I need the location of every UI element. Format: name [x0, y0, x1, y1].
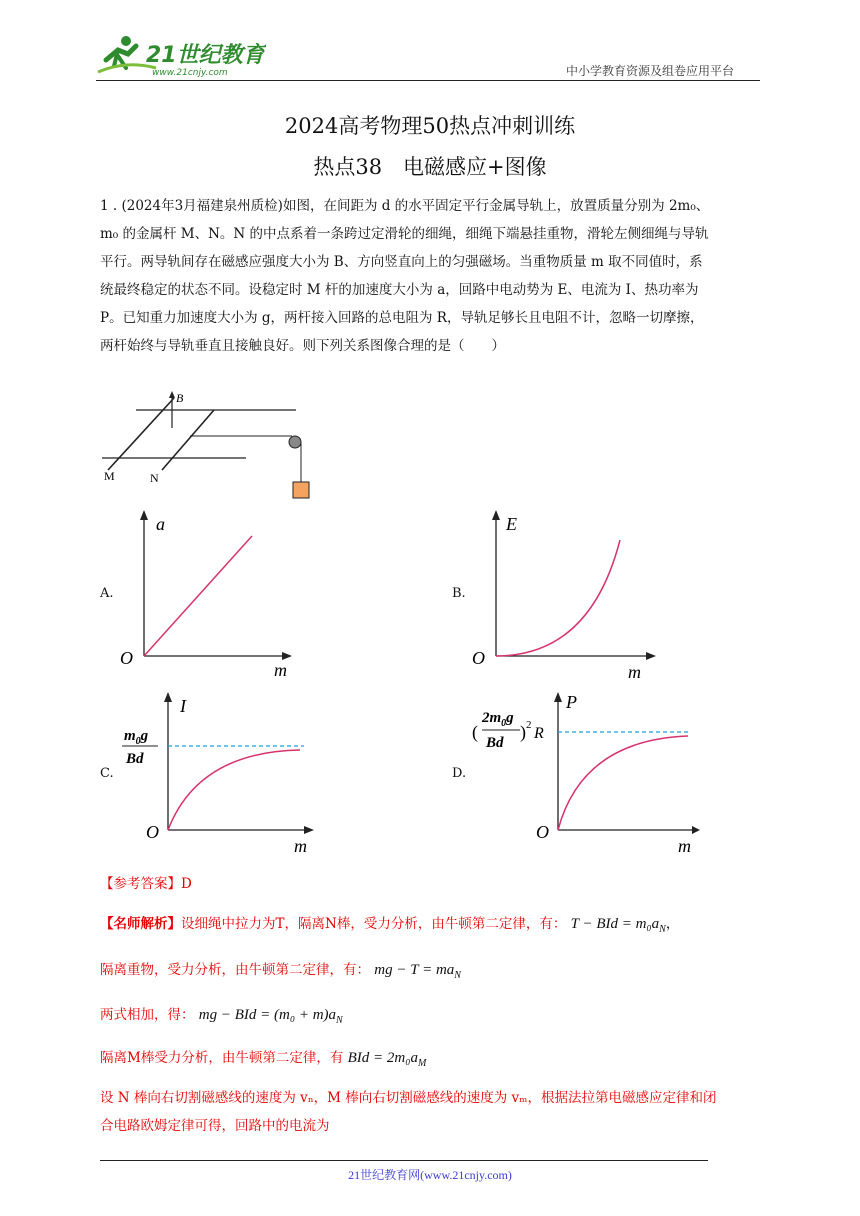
analysis-text: 隔离重物，受力分析，由牛顿第二定律，有： [100, 962, 370, 978]
logo-url: www.21cnjy.com [152, 68, 228, 78]
answer-line: 【参考答案】D [100, 876, 192, 892]
graph-C-x-label: m [294, 836, 307, 856]
graph-C-curve [168, 750, 300, 830]
graph-A-x-label: m [274, 660, 287, 680]
analysis-label: 【名师解析】 [100, 916, 181, 932]
rod-M [108, 398, 174, 470]
option-C-label: C. [100, 766, 114, 781]
equation-4: BId = $2m_0a_M$ [347, 1050, 427, 1069]
site-logo [96, 32, 266, 78]
graph-D [470, 688, 700, 860]
svg-text:Bd: Bd [126, 751, 144, 767]
analysis-line-2 [100, 958, 461, 981]
header-platform-text: 中小学教育资源及组卷应用平台 [566, 64, 735, 78]
label-B: B [176, 391, 184, 405]
svg-text:): ) [520, 722, 526, 742]
question-line: m₀ 的金属杆 M、N。N 的中点系着一条跨过定滑轮的细绳，细绳下端悬挂重物，滑轮左侧细绳与导轨 [100, 226, 709, 242]
graph-B [470, 506, 660, 684]
graph-C-origin: O [146, 822, 159, 842]
question-line: 1 . (2024年3月福建泉州质检)如图，在间距为 d 的水平固定平行金属导轨上，放置质量分别为 2m₀、 [100, 198, 710, 214]
option-A-label: A. [100, 586, 114, 601]
svg-text:2: 2 [526, 719, 532, 731]
equation-1: T − BId = $m_0a_N$ [570, 916, 666, 935]
svg-text:2m0g: $2m_0g$ [482, 710, 514, 729]
question-line: 统最终稳定的状态不同。设稳定时 M 杆的加速度大小为 a，回路中电动势为 E、电流为 I、热功率为 [100, 282, 699, 298]
doc-title: 2024高考物理50热点冲刺训练 [284, 114, 576, 138]
graph-D-asymptote-label [1, 1, 2, 2]
option-D-label: D. [452, 766, 467, 781]
analysis-text: 合电路欧姆定律可得，回路中的电流为 [100, 1118, 330, 1134]
graph-C [114, 688, 314, 860]
logo-runner-icon [96, 32, 266, 78]
analysis-text: 两式相加，得： [100, 1007, 195, 1023]
analysis-text: 设 N 棒向右切割磁感线的速度为 vₙ，M 棒向右切割磁感线的速度为 vₘ，根据法拉第电磁感应定律和闭 [100, 1090, 717, 1106]
doc-subtitle: 热点38 电磁感应+图像 [313, 155, 547, 179]
graph-D-x-label: m [678, 836, 691, 856]
svg-text:m0g: $m_0g$ [124, 728, 149, 747]
equation-2: mg − $T = ma_N$ [374, 962, 461, 981]
equation-3: mg − BId = $(m_0 + m)a_N$ [198, 1007, 343, 1026]
svg-text:(: ( [472, 722, 478, 742]
analysis-text: 设细绳中拉力为T，隔离N棒，受力分析，由牛顿第二定律，有： [181, 916, 567, 932]
question-text [100, 192, 766, 360]
label-M: M [104, 469, 115, 483]
graph-B-origin: O [472, 648, 485, 668]
header-divider [96, 80, 760, 81]
analysis-line-5 [100, 1084, 766, 1140]
svg-text:R: R [534, 725, 544, 742]
graph-B-curve [496, 540, 620, 656]
rod-N [162, 410, 214, 470]
graph-D-origin: O [536, 822, 549, 842]
graph-D-y-label: P [566, 692, 577, 712]
analysis-text: 隔离M棒受力分析，由牛顿第二定律，有 [100, 1050, 344, 1066]
graph-A-line [144, 536, 252, 656]
graph-B-x-label: m [628, 662, 641, 682]
graph-A [116, 506, 296, 682]
pulley-icon [289, 436, 301, 448]
label-N: N [150, 471, 159, 485]
svg-text:Bd: Bd [486, 735, 504, 751]
question-line: P。已知重力加速度大小为 g，两杆接入回路的总电阻为 R，导轨足够长且电阻不计，忽略一切摩擦， [100, 310, 704, 326]
graph-A-y-label: a [156, 514, 165, 534]
weight-block [293, 482, 309, 498]
question-line: 平行。两导轨间存在磁感应强度大小为 B、方向竖直向上的匀强磁场。当重物质量 m 取不同值时，系 [100, 254, 703, 270]
graph-D-curve [558, 736, 688, 830]
footer-link[interactable]: 21世纪教育网(www.21cnjy.com) [348, 1168, 512, 1182]
footer-divider [100, 1160, 708, 1161]
graph-C-y-label: I [180, 696, 186, 716]
setup-figure [96, 388, 326, 504]
analysis-line-1: 【名师解析】设细绳中拉力为T，隔离N棒，受力分析，由牛顿第二定律，有： T − BId = $m_0a_N$， [100, 916, 680, 935]
option-B-label: B. [452, 586, 466, 601]
analysis-line-3 [100, 1003, 343, 1026]
logo-text: 21世纪教育 [146, 43, 265, 68]
graph-B-y-label: E [506, 514, 517, 534]
question-line: 两杆始终与导轨垂直且接触良好。则下列关系图像合理的是（ ） [100, 338, 505, 354]
graph-A-origin: O [120, 648, 133, 668]
analysis-line-4 [100, 1046, 426, 1069]
